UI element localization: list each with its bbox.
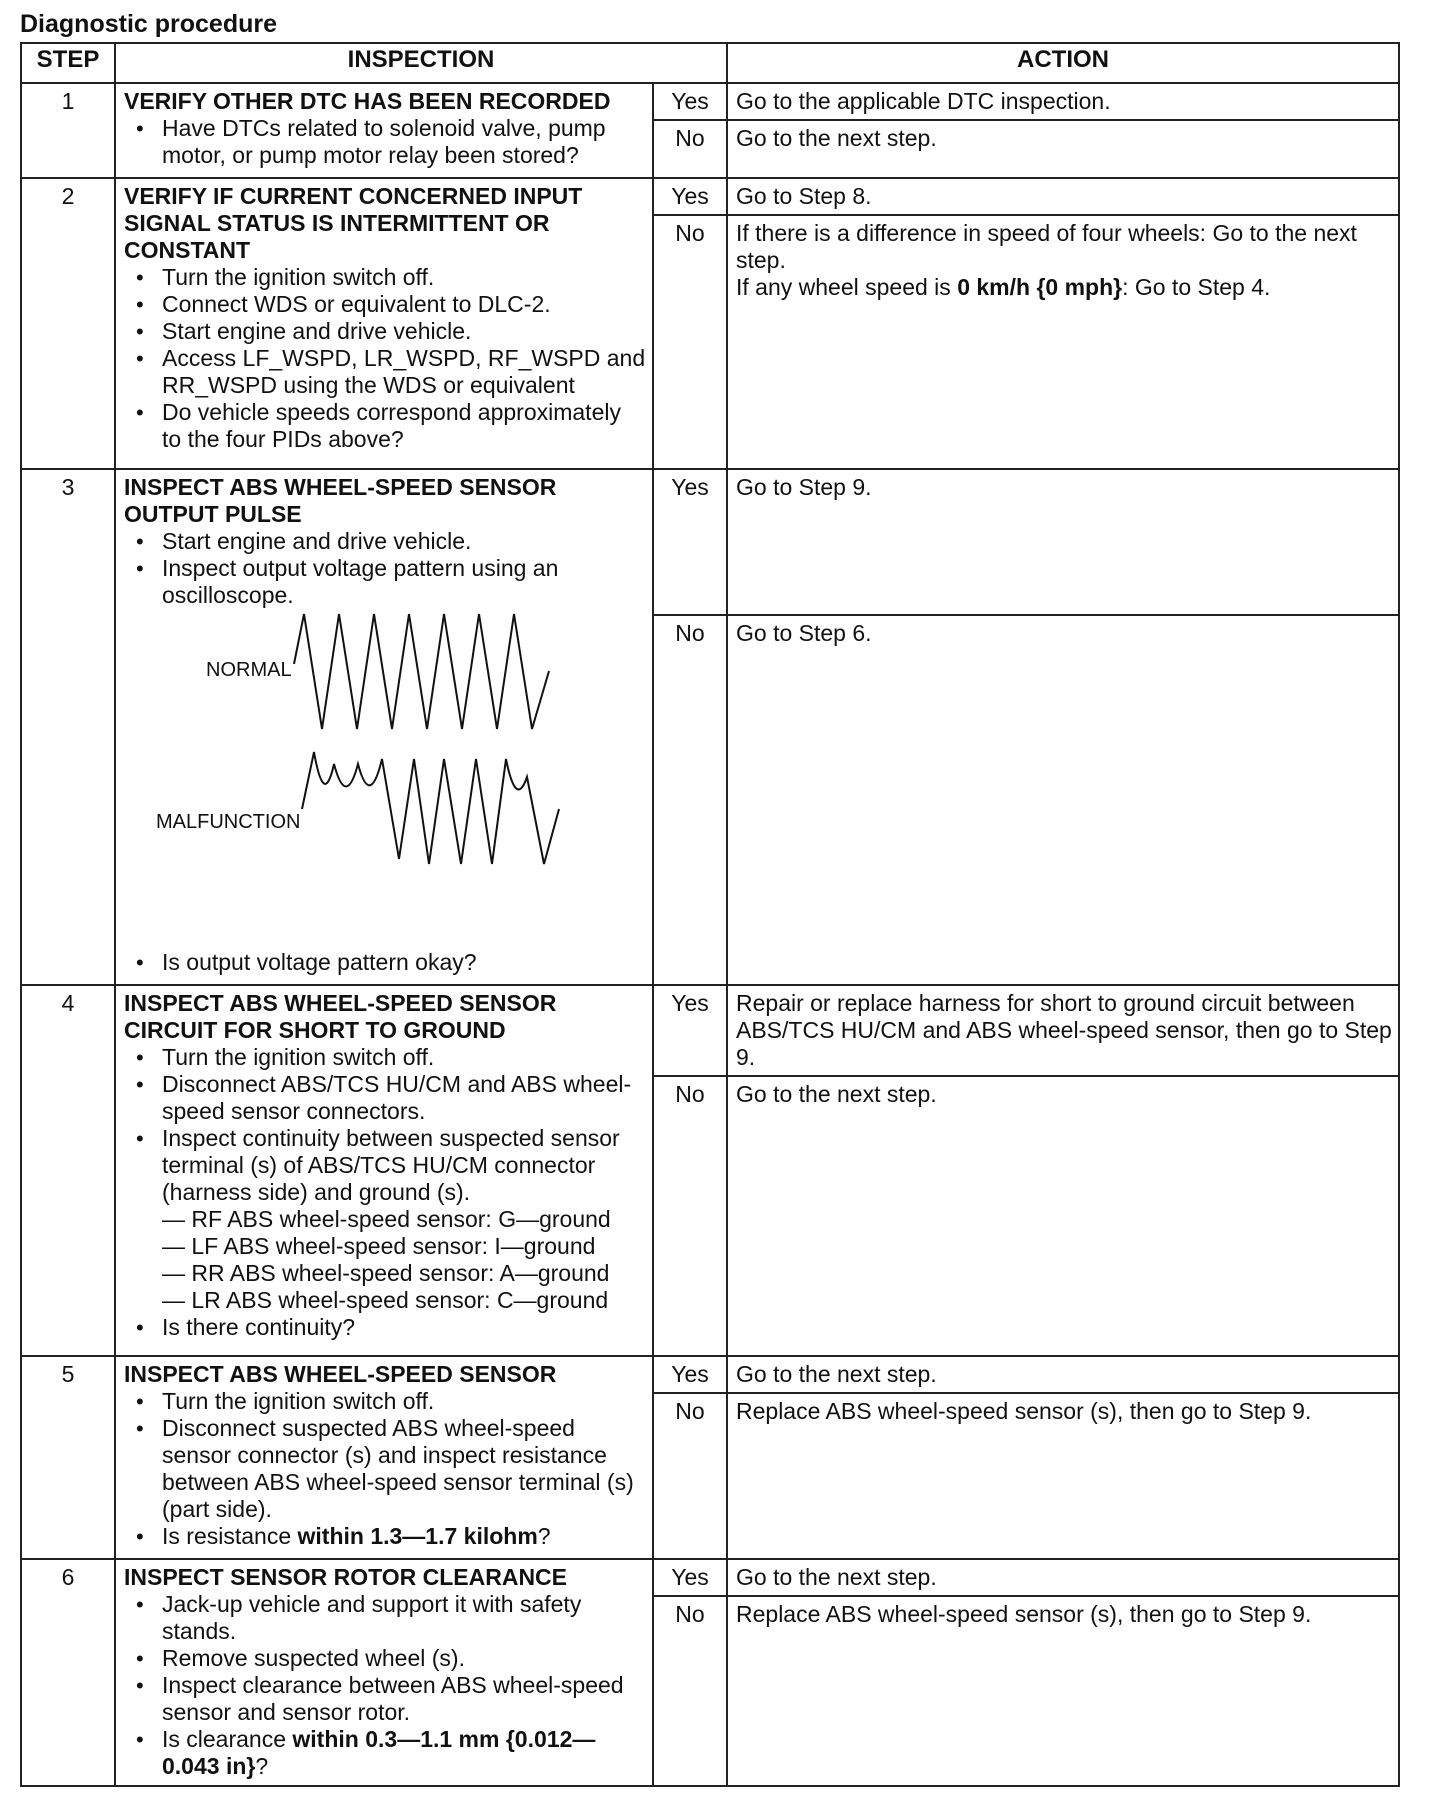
header-inspection: INSPECTION bbox=[115, 43, 727, 83]
inspection-title: INSPECT ABS WHEEL-SPEED SENSOR CIRCUIT FOR SHORT TO GROUND bbox=[124, 990, 557, 1043]
yes-label: Yes bbox=[653, 1356, 727, 1393]
list-item: • Have DTCs related to solenoid valve, pump motor, or pump motor relay been stored? bbox=[162, 115, 646, 169]
table-row bbox=[21, 83, 1399, 120]
yes-label: Yes bbox=[653, 1559, 727, 1596]
no-label: No bbox=[653, 1596, 727, 1786]
header-row bbox=[21, 43, 1399, 83]
table-row bbox=[21, 469, 1399, 615]
inspection-cell bbox=[115, 1559, 653, 1786]
yes-action: Go to the next step. bbox=[727, 1559, 1399, 1596]
step-number: 6 bbox=[21, 1559, 115, 1786]
normal-waveform bbox=[294, 614, 549, 729]
yes-label: Yes bbox=[653, 469, 727, 615]
no-label: No bbox=[653, 120, 727, 178]
list-item: • Turn the ignition switch off. bbox=[162, 1044, 646, 1071]
list-item: • Turn the ignition switch off. bbox=[162, 264, 646, 291]
inspection-title: VERIFY OTHER DTC HAS BEEN RECORDED bbox=[124, 88, 611, 114]
list-item: • Is clearance within 0.3—1.1 mm {0.012—0.043 in}? bbox=[162, 1726, 646, 1780]
waveform-graphic bbox=[124, 609, 644, 949]
sub-item: — RF ABS wheel-speed sensor: G—ground bbox=[162, 1206, 646, 1233]
list-item: • Is output voltage pattern okay? bbox=[162, 949, 646, 976]
diagnostic-table bbox=[20, 42, 1400, 1787]
list-item: • Remove suspected wheel (s). bbox=[162, 1645, 646, 1672]
no-label: No bbox=[653, 215, 727, 469]
step-number: 2 bbox=[21, 178, 115, 469]
step-number: 4 bbox=[21, 985, 115, 1356]
yes-action: Repair or replace harness for short to ground circuit between ABS/TCS HU/CM and ABS wheel-speed sensor, then go to Step 9. bbox=[727, 985, 1399, 1076]
list-item: • Start engine and drive vehicle. bbox=[162, 318, 646, 345]
no-action: Go to Step 6. bbox=[727, 615, 1399, 985]
sub-item: — LF ABS wheel-speed sensor: I—ground bbox=[162, 1233, 646, 1260]
no-action: Go to the next step. bbox=[727, 120, 1399, 178]
malfunction-waveform bbox=[302, 752, 559, 864]
normal-label: NORMAL bbox=[206, 659, 292, 681]
inspection-cell bbox=[115, 178, 653, 469]
malfunction-label: MALFUNCTION bbox=[156, 811, 301, 833]
table-row bbox=[21, 1559, 1399, 1596]
list-item: • Is there continuity? bbox=[162, 1314, 646, 1341]
no-action bbox=[727, 215, 1399, 469]
list-item: • Inspect output voltage pattern using an oscilloscope. bbox=[162, 555, 646, 609]
step-number: 1 bbox=[21, 83, 115, 178]
table-row bbox=[21, 178, 1399, 215]
no-action: Go to the next step. bbox=[727, 1076, 1399, 1356]
list-item: • Disconnect suspected ABS wheel-speed sensor connector (s) and inspect resistance between ABS wheel-speed sensor terminal (s) (part side). bbox=[162, 1415, 646, 1523]
list-item: • Do vehicle speeds correspond approximately to the four PIDs above? bbox=[162, 399, 646, 453]
yes-label: Yes bbox=[653, 178, 727, 215]
list-item: • Is resistance within 1.3—1.7 kilohm? bbox=[162, 1523, 646, 1550]
no-label: No bbox=[653, 615, 727, 985]
yes-label: Yes bbox=[653, 985, 727, 1076]
yes-action: Go to Step 9. bbox=[727, 469, 1399, 615]
inspection-title: VERIFY IF CURRENT CONCERNED INPUT SIGNAL STATUS IS INTERMITTENT OR CONSTANT bbox=[124, 183, 583, 263]
no-label: No bbox=[653, 1393, 727, 1559]
action-line: If any wheel speed is 0 km/h {0 mph}: Go to Step 4. bbox=[736, 274, 1271, 300]
list-item: • Jack-up vehicle and support it with safety stands. bbox=[162, 1591, 646, 1645]
sub-item: — RR ABS wheel-speed sensor: A—ground bbox=[162, 1260, 646, 1287]
sub-item: — LR ABS wheel-speed sensor: C—ground bbox=[162, 1287, 646, 1314]
table-row bbox=[21, 1356, 1399, 1393]
no-action: Replace ABS wheel-speed sensor (s), then go to Step 9. bbox=[727, 1393, 1399, 1559]
inspection-title: INSPECT SENSOR ROTOR CLEARANCE bbox=[124, 1564, 568, 1590]
no-action: Replace ABS wheel-speed sensor (s), then go to Step 9. bbox=[727, 1596, 1399, 1786]
list-item: • Disconnect ABS/TCS HU/CM and ABS wheel-speed sensor connectors. bbox=[162, 1071, 646, 1125]
no-label: No bbox=[653, 1076, 727, 1356]
inspection-title: INSPECT ABS WHEEL-SPEED SENSOR bbox=[124, 1361, 557, 1387]
step-number: 5 bbox=[21, 1356, 115, 1559]
inspection-cell bbox=[115, 469, 653, 985]
list-item: • Access LF_WSPD, LR_WSPD, RF_WSPD and RR_WSPD using the WDS or equivalent bbox=[162, 345, 646, 399]
list-item: • Start engine and drive vehicle. bbox=[162, 528, 646, 555]
inspection-cell bbox=[115, 83, 653, 178]
list-item: • Inspect clearance between ABS wheel-speed sensor and sensor rotor. bbox=[162, 1672, 646, 1726]
list-item: • Inspect continuity between suspected sensor terminal (s) of ABS/TCS HU/CM connector (harness side) and ground (s). — RF ABS wheel-speed sensor: G—ground — LF ABS wheel-speed sensor: I—ground — RR ABS wheel-speed sensor: A—ground — LR ABS wheel-speed sensor: C—ground bbox=[162, 1125, 646, 1314]
inspection-cell bbox=[115, 985, 653, 1356]
action-line: If there is a difference in speed of four wheels: Go to the next step. bbox=[736, 220, 1357, 273]
header-action: ACTION bbox=[727, 43, 1399, 83]
inspection-title: INSPECT ABS WHEEL-SPEED SENSOR OUTPUT PULSE bbox=[124, 474, 557, 527]
inspection-cell bbox=[115, 1356, 653, 1559]
yes-action: Go to the next step. bbox=[727, 1356, 1399, 1393]
list-item: • Connect WDS or equivalent to DLC-2. bbox=[162, 291, 646, 318]
header-step: STEP bbox=[21, 43, 115, 83]
yes-action: Go to Step 8. bbox=[727, 178, 1399, 215]
list-item: • Turn the ignition switch off. bbox=[162, 1388, 646, 1415]
table-row bbox=[21, 985, 1399, 1076]
page-title: Diagnostic procedure bbox=[20, 10, 277, 38]
step-number: 3 bbox=[21, 469, 115, 985]
waveform-diagram bbox=[124, 609, 646, 949]
yes-action: Go to the applicable DTC inspection. bbox=[727, 83, 1399, 120]
yes-label: Yes bbox=[653, 83, 727, 120]
